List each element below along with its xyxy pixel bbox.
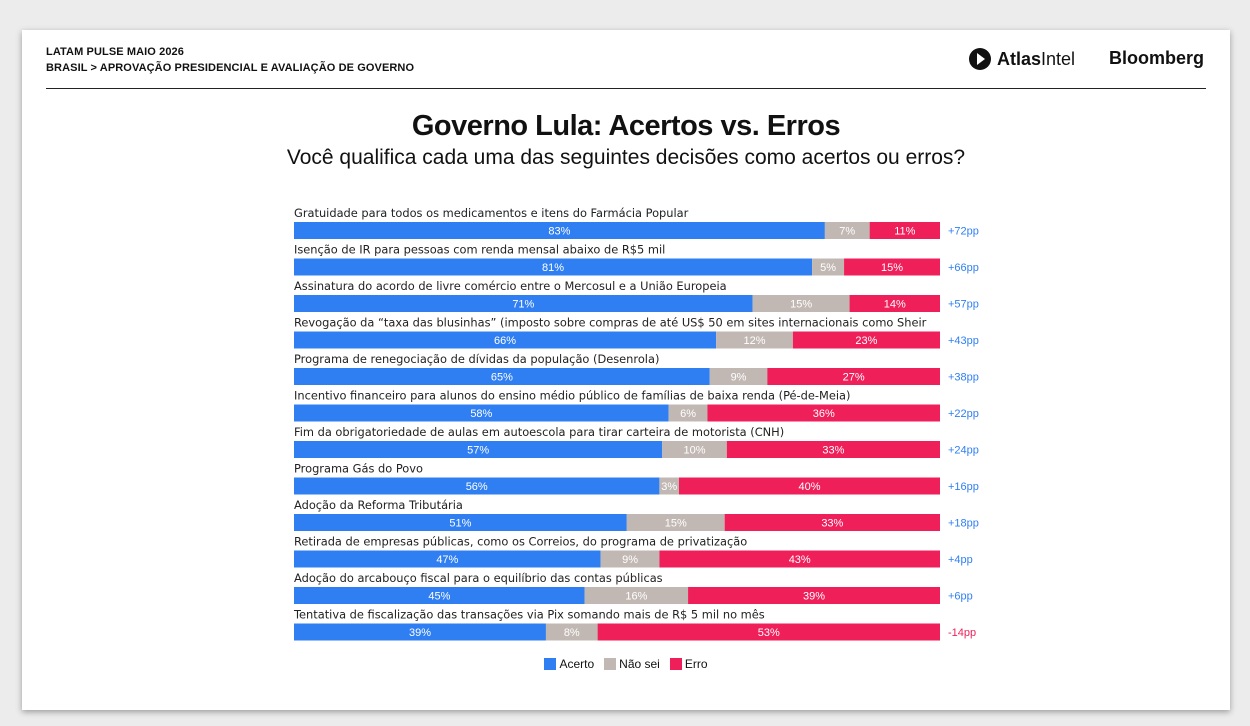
net-difference-0: +72pp: [948, 225, 979, 238]
bloomberg-logo: Bloomberg: [1109, 48, 1205, 68]
bar-label-nao-sei-5: 6%: [680, 408, 697, 420]
item-label-9: Retirada de empresas públicas, como os Correios, do programa de privatização: [294, 534, 748, 549]
net-difference-10: +6pp: [948, 590, 973, 603]
bar-label-erro-3: 23%: [855, 335, 878, 347]
bar-label-acerto-11: 39%: [408, 627, 431, 639]
bar-label-nao-sei-8: 15%: [664, 517, 687, 530]
chart-title: Governo Lula: Acertos vs. Erros: [411, 110, 841, 142]
bar-label-acerto-6: 57%: [467, 444, 490, 457]
legend-label-nao-sei: Não sei: [619, 657, 660, 671]
item-label-2: Assinatura do acordo de livre comércio entre o Mercosul e a União Europeia: [294, 279, 727, 293]
bar-label-acerto-10: 45%: [428, 590, 451, 603]
survey-name: LATAM PULSE MAIO 2026: [46, 46, 184, 58]
bar-label-erro-2: 14%: [883, 298, 906, 311]
item-label-7: Programa Gás do Povo: [294, 461, 423, 476]
bar-label-nao-sei-3: 12%: [743, 335, 766, 347]
net-difference-9: +4pp: [948, 554, 973, 566]
bar-label-acerto-4: 65%: [490, 371, 513, 384]
bar-label-acerto-9: 47%: [436, 554, 459, 566]
bar-label-nao-sei-9: 9%: [622, 554, 639, 566]
stacked-bar-chart: [22, 30, 1230, 710]
net-difference-6: +24pp: [948, 444, 979, 457]
item-label-4: Programa de renegociação de dívidas da população (Desenrola): [294, 352, 660, 366]
bar-label-nao-sei-6: 10%: [683, 444, 706, 457]
bar-label-nao-sei-7: 3%: [661, 481, 678, 493]
net-difference-1: +66pp: [948, 262, 979, 274]
bar-label-nao-sei-2: 15%: [790, 298, 813, 311]
legend-item-nao-sei: [604, 657, 660, 671]
net-difference-3: +43pp: [948, 335, 979, 347]
legend-swatch-acerto: [544, 658, 556, 670]
bar-label-nao-sei-4: 9%: [730, 371, 747, 384]
net-difference-8: +18pp: [948, 517, 979, 530]
net-difference-7: +16pp: [948, 481, 979, 493]
bar-label-erro-0: 11%: [894, 225, 916, 238]
net-difference-5: +22pp: [948, 408, 979, 420]
breadcrumb: BRASIL > APROVAÇÃO PRESIDENCIAL E AVALIAÇÃO DE GOVERNO: [46, 62, 415, 74]
bar-label-acerto-0: 83%: [548, 225, 571, 238]
bar-label-erro-5: 36%: [812, 408, 835, 420]
legend-swatch-nao-sei: [604, 658, 616, 670]
legend-label-erro: Erro: [684, 657, 708, 671]
net-difference-2: +57pp: [948, 298, 979, 311]
bar-label-nao-sei-11: 8%: [563, 627, 580, 639]
item-label-5: Incentivo financeiro para alunos do ensino médio público de famílias de baixa renda (Pé-de-Meia): [294, 388, 851, 403]
bar-label-acerto-7: 56%: [465, 481, 488, 493]
item-label-8: Adoção da Reforma Tributária: [294, 498, 463, 512]
bar-label-erro-8: 33%: [821, 517, 844, 530]
slide: [22, 30, 1230, 710]
item-label-10: Adoção do arcabouço fiscal para o equilíbrio das contas públicas: [294, 571, 663, 585]
bar-label-erro-9: 43%: [788, 554, 811, 566]
bar-label-nao-sei-0: 7%: [839, 225, 856, 238]
bar-label-erro-1: 15%: [881, 262, 904, 274]
legend-item-acerto: [544, 657, 594, 671]
bar-label-acerto-1: 81%: [542, 262, 565, 274]
item-label-3: Revogação da “taxa das blusinhas” (imposto sobre compras de até US$ 50 em sites internacionais como Sheir: [294, 315, 927, 330]
bar-label-acerto-5: 58%: [470, 408, 493, 420]
legend-item-erro: [670, 657, 708, 671]
bar-label-erro-4: 27%: [842, 371, 865, 384]
atlasintel-wordmark: AtlasIntel: [997, 48, 1076, 69]
legend-label-acerto: Acerto: [559, 657, 595, 671]
net-difference-4: +38pp: [948, 371, 979, 384]
net-difference-11: -14pp: [948, 627, 977, 639]
bar-label-erro-11: 53%: [757, 627, 780, 639]
item-label-0: Gratuidade para todos os medicamentos e itens do Farmácia Popular: [294, 206, 689, 220]
item-label-6: Fim da obrigatoriedade de aulas em autoescola para tirar carteira de motorista (CNH): [294, 425, 785, 439]
legend-swatch-erro: [670, 658, 682, 670]
bar-label-erro-6: 33%: [822, 444, 845, 457]
bar-label-acerto-3: 66%: [494, 335, 517, 347]
item-label-1: Isenção de IR para pessoas com renda mensal abaixo de R$5 mil: [294, 242, 666, 257]
bar-label-acerto-2: 71%: [512, 298, 535, 311]
bar-label-acerto-8: 51%: [449, 517, 472, 530]
chart-legend: [22, 657, 1230, 671]
item-label-11: Tentativa de fiscalização das transações via Pix somando mais de R$ 5 mil no mês: [294, 607, 765, 622]
bar-label-nao-sei-10: 16%: [625, 590, 648, 603]
bar-label-nao-sei-1: 5%: [820, 262, 837, 274]
bar-label-erro-10: 39%: [803, 590, 826, 603]
chart-subtitle: Você qualifica cada uma das seguintes decisões como acertos ou erros?: [286, 146, 966, 169]
bar-label-erro-7: 40%: [798, 481, 821, 493]
